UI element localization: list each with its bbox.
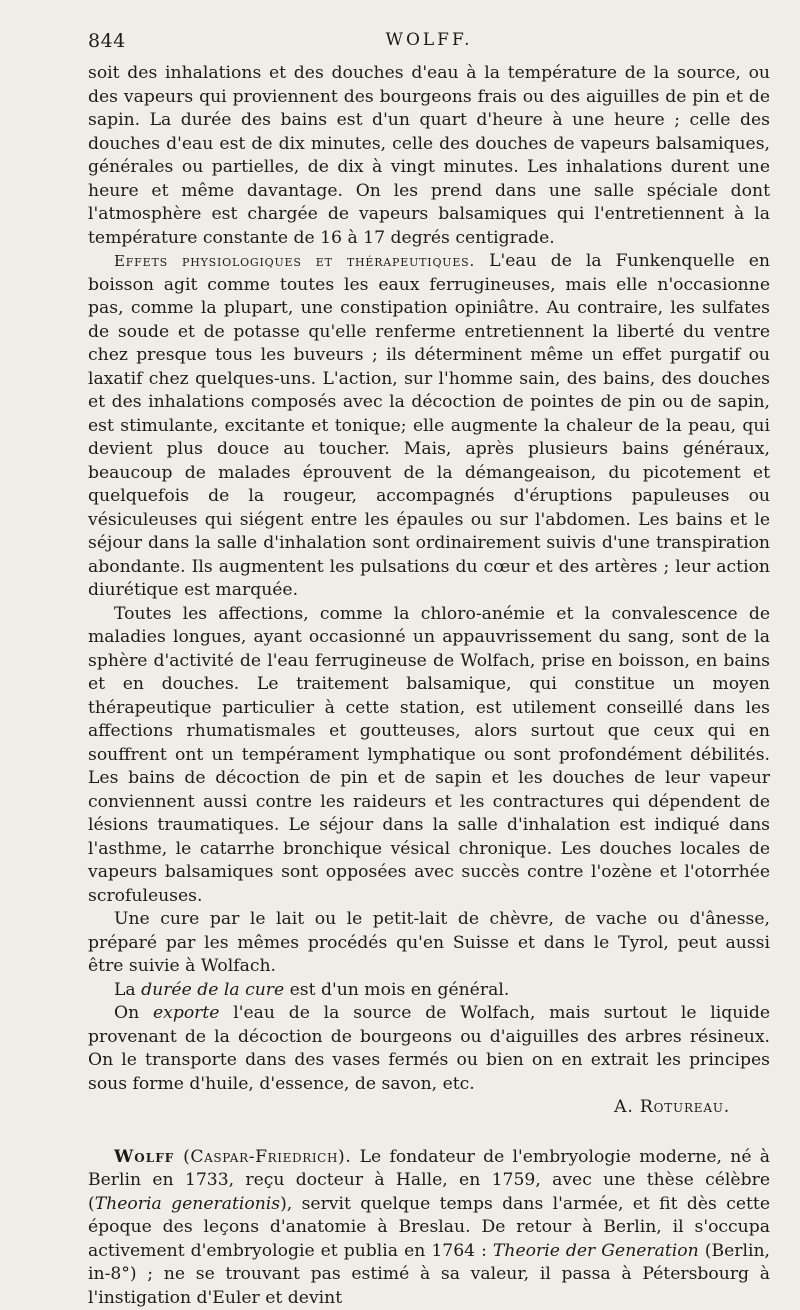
- paragraph-text: Le fondateur de l'embryologie moderne, né à Berlin en 1733, reçu docteur à Halle, en 1759, avec une thèse célèbre (: [88, 1147, 770, 1214]
- emphasis: Theoria generationis: [95, 1194, 280, 1214]
- running-title: WOLFF.: [88, 30, 770, 50]
- emphasis: Theorie der Generation: [493, 1241, 699, 1261]
- section-heading: Effets physiologiques et thérapeutiques.: [114, 252, 475, 270]
- paragraph-text: (Berlin, in-8°) ; ne se trouvant pas estimé à sa valeur, il passa à Pétersbourg à l'instigation d'Euler et devint: [88, 1241, 770, 1308]
- paragraph-text: La: [114, 980, 141, 1000]
- paragraph-treatment-durations: soit des inhalations et des douches d'eau à la température de la source, ou des vapeurs qui proviennent des bourgeons frais ou des aiguilles de pin et de sapin. La durée des bains est d'un quart d'heure à une heure ; celle des douches d'eau est de dix minutes, celle des douches de vapeurs balsamiques, générales ou partielles, de dix à vingt minutes. Les inhalations durent une heure et même davantage. On les prend dans une salle spéciale dont l'atmosphère est chargée de vapeurs balsamiques qui l'entretiennent à la température constante de 16 à 17 degrés centigrade.: [88, 62, 770, 250]
- paragraph-cure-duration: [88, 979, 770, 1003]
- paragraph-physiological-effects: [88, 250, 770, 603]
- page-header: [88, 26, 770, 62]
- author-signature: A. Rotureau.: [614, 1096, 730, 1120]
- paragraph-export: [88, 1002, 770, 1096]
- paragraph-text: On: [114, 1003, 153, 1023]
- biography-entry: [88, 1146, 770, 1310]
- paragraph-text: l'eau de la source de Wolfach, mais surtout le liquide provenant de la décoction de bourgeons ou d'aiguilles des arbres résineux. On le transporte dans des vases fermés ou bien on en extrait les principes sous forme d'huile, d'essence, de savon, etc.: [88, 1003, 770, 1094]
- article-body: [88, 62, 770, 1310]
- paragraph-indications: Toutes les affections, comme la chloro-anémie et la convalescence de maladies longues, ayant occasionné un appauvrissement du sang, sont de la sphère d'activité de l'eau ferrugineuse de Wolfach, prise en boisson, en bains et en douches. Le traitement balsamique, qui constitue un moyen thérapeutique particulier à cette station, est utilement conseillé dans les affections rhumatismales et goutteuses, alors surtout que ceux qui en souffrent ont un tempérament lymphatique ou sont profondément débilités. Les bains de décoction de pin et de sapin et les douches de leur vapeur conviennent aussi contre les raideurs et les contractures qui dépendent de lésions traumatiques. Le séjour dans la salle d'inhalation est indiqué dans l'asthme, le catarrhe bronchique vésical chronique. Les douches locales de vapeurs balsamiques sont opposées avec succès contre l'ozène et l'otorrhée scrofuleuses.: [88, 603, 770, 909]
- signature-line: [88, 1096, 770, 1120]
- paragraph-text: est d'un mois en général.: [284, 980, 509, 1000]
- paragraph-text: L'eau de la Funkenquelle en boisson agit comme toutes les eaux ferrugineuses, mais elle n'occasionne pas, comme la plupart, une constipation opiniâtre. Au contraire, les sulfates de soude et de potasse qu'elle renferme entretiennent la liberté du ventre chez presque tous les buveurs ; ils déterminent même un effet purgatif ou laxatif chez quelques-uns. L'action, sur l'homme sain, des bains, des douches et des inhalations composés avec la décoction de pointes de pin ou de sapin, est stimulante, excitante et tonique; elle augmente la chaleur de la peau, qui devient plus douce au toucher. Mais, après plusieurs bains généraux, beaucoup de malades éprouvent de la démangeaison, du picotement et quelquefois de la rougeur, accompagnés d'éruptions papuleuses ou vésiculeuses qui siégent entre les épaules ou sur l'abdomen. Les bains et le séjour dans la salle d'inhalation sont ordinairement suivis d'une transpiration abondante. Ils augmentent les pulsations du cœur et des artères ; leur action diurétique est marquée.: [88, 251, 770, 600]
- entry-name: Wolff: [114, 1147, 174, 1167]
- emphasis: exporte: [153, 1003, 220, 1023]
- emphasis: durée de la cure: [141, 980, 284, 1000]
- page-number: 844: [88, 30, 126, 52]
- entry-given-names: (Caspar-Friedrich).: [174, 1147, 351, 1167]
- paragraph-milk-cure: Une cure par le lait ou le petit-lait de chèvre, de vache ou d'ânesse, préparé par les mêmes procédés qu'en Suisse et dans le Tyrol, peut aussi être suivie à Wolfach.: [88, 908, 770, 979]
- paragraph-text: ), servit quelque temps dans l'armée, et fit dès cette époque des leçons d'anatomie à Breslau. De retour à Berlin, il s'occupa activement d'embryologie et publia en 1764 :: [88, 1194, 770, 1261]
